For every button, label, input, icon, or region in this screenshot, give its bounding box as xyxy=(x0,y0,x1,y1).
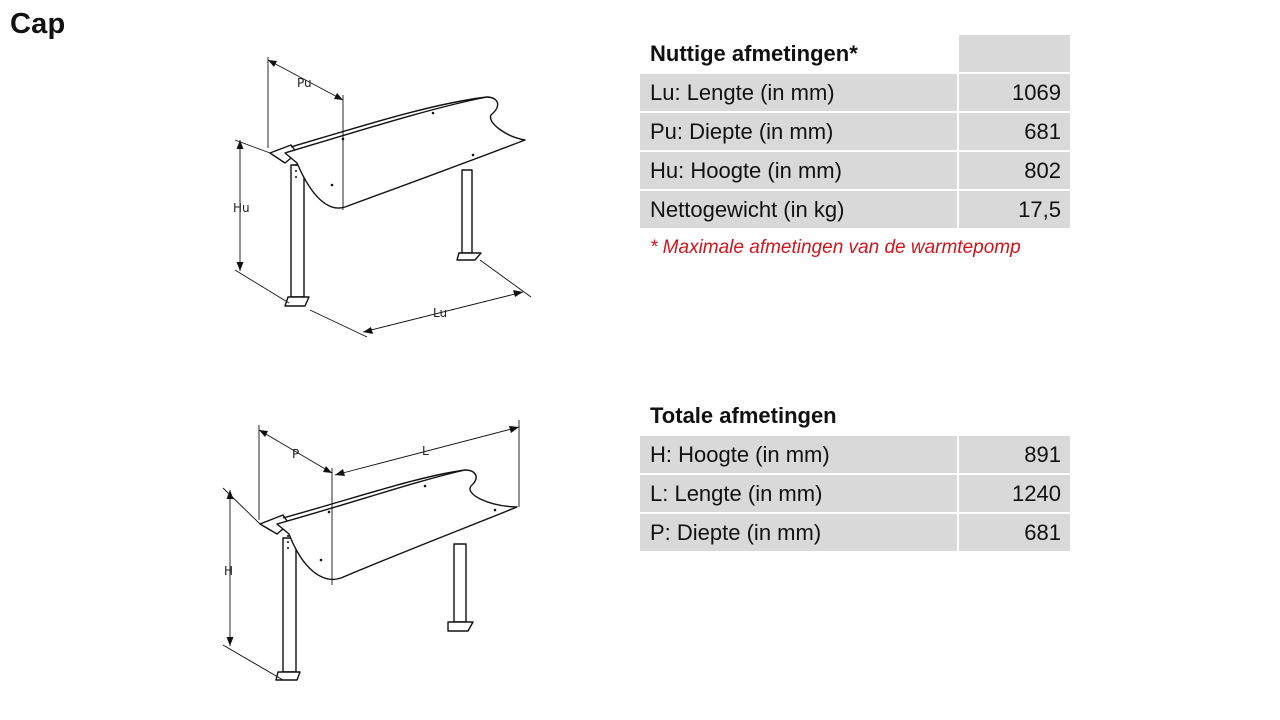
hu-label: Hu xyxy=(233,201,250,215)
row-value: 891 xyxy=(958,435,1070,474)
row-value: 1240 xyxy=(958,474,1070,513)
useful-dimensions-table xyxy=(640,35,1070,230)
row-value: 17,5 xyxy=(958,190,1070,229)
table-row xyxy=(640,435,1070,474)
lu-label: Lu xyxy=(433,306,448,320)
table-header-cell xyxy=(958,397,1070,435)
total-dimensions-table xyxy=(640,397,1070,553)
row-value: 1069 xyxy=(958,73,1070,112)
table-header-row xyxy=(640,397,1070,435)
table-heading: Nuttige afmetingen* xyxy=(640,35,958,73)
row-label: P: Diepte (in mm) xyxy=(640,513,958,552)
h-label: H xyxy=(224,564,234,578)
row-value: 681 xyxy=(958,112,1070,151)
p-label: P xyxy=(292,447,300,461)
table-row xyxy=(640,474,1070,513)
footnote: * Maximale afmetingen van de warmtepomp xyxy=(650,237,1021,258)
table-row xyxy=(640,151,1070,190)
table-row xyxy=(640,73,1070,112)
table-heading: Totale afmetingen xyxy=(640,397,958,435)
row-label: L: Lengte (in mm) xyxy=(640,474,958,513)
row-label: Nettogewicht (in kg) xyxy=(640,190,958,229)
table-header-row xyxy=(640,35,1070,73)
row-label: H: Hoogte (in mm) xyxy=(640,435,958,474)
row-label: Lu: Lengte (in mm) xyxy=(640,73,958,112)
total-dimensions-diagram xyxy=(215,410,535,695)
row-label: Hu: Hoogte (in mm) xyxy=(640,151,958,190)
page-title: Cap xyxy=(10,8,66,40)
table-row xyxy=(640,190,1070,229)
awning-drawing-bottom xyxy=(215,410,535,695)
l-label: L xyxy=(422,444,429,458)
table-row xyxy=(640,513,1070,552)
table-row xyxy=(640,112,1070,151)
row-label: Pu: Diepte (in mm) xyxy=(640,112,958,151)
row-value: 802 xyxy=(958,151,1070,190)
table-header-cell xyxy=(958,35,1070,73)
row-value: 681 xyxy=(958,513,1070,552)
useful-dimensions-diagram xyxy=(225,45,545,345)
awning-drawing-top xyxy=(225,45,545,345)
pu-label: Pu xyxy=(297,76,312,90)
